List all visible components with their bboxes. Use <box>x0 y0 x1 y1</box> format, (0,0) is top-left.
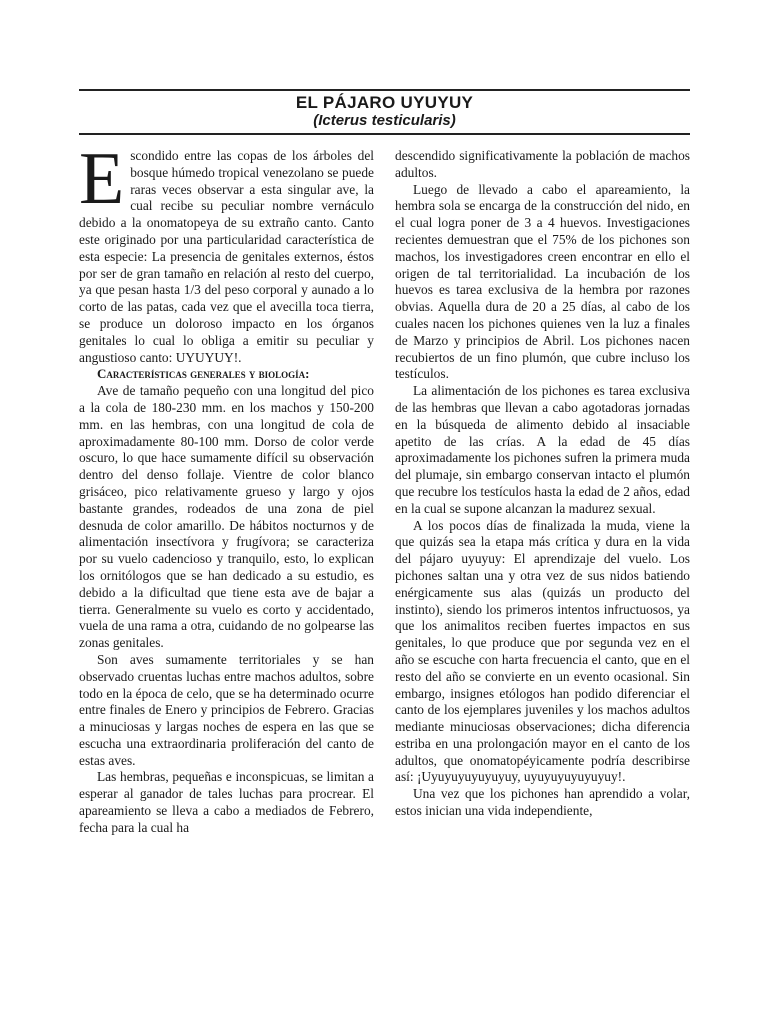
paragraph: Ave de tamaño pequeño con una longitud del pico a la cola de 180-230 mm. en los machos y 150-200 mm. en las hembras, con una longitud de cola de aproximadamente 80-100 mm. Dorso de color verde oscuro, lo que hace sumamente difícil su observación dentro del denso follaje. Vientre de color blanco grisáceo, pico relativamente grueso y largo y ojos bastante grandes, rodeados de una zona de piel desnuda de color amarillo. De hábitos nocturnos y de alimentación insectívora y frugívora; se caracteriza por su vuelo cadencioso y tranquilo, esto, lo explican los ornitólogos que se han dedicado a su estudio, es debido a la dificultad que tiene esta ave de bajar a tierra. Generalmente su vuelo es corto y accidentado, vuela de una rama a otra, cuidando de no golpearse las zonas genitales. <box>79 383 374 651</box>
title-block <box>79 89 690 135</box>
paragraph: Luego de llevado a cabo el apareamiento, la hembra sola se encarga de la construcción del nido, en el cual logra poner de 3 a 4 huevos. Investigaciones recientes demuestran que el 75% de los pichones son machos, los investigadores creen encontrar en ello el origen de tal territorialidad. La incubación de los huevos es tarea exclusiva de la hembra por razones obvias. Aquella dura de 20 a 25 días, al cabo de los cuales nacen los pichones quienes ven la luz a finales de Marzo y principios de Abril. Los pichones nacen recubiertos de un fino plumón, que cubre incluso los testículos. <box>395 181 690 382</box>
paragraph: Una vez que los pichones han aprendido a volar, estos inician una vida independiente, <box>395 786 690 819</box>
paragraph: A los pocos días de finalizada la muda, viene la que quizás sea la etapa más crítica y dura en la vida del pájaro uyuyuy: El aprendizaje del vuelo. Los pichones saltan una y otra vez de sus nidos batiendo enérgicamente sus alas (quizás un producto del instinto), siendo los primeros intentos infructuosos, ya que los animalitos reciben fuertes impactos en sus genitales, lo que produce que por segunda vez en el año se escuche con harta frecuencia el canto, que en el resto del año se convierte en un evento ocasional. Sin embargo, insignes etólogos han podido diferenciar el canto de los ejemplares juveniles y los machos adultos mediante minuciosas observaciones; dicha diferencia estriba en una prolongación mayor en el canto de los adultos, que onomatopéyicamente podría describirse así: ¡Uyuyuyuyuyuyuy, uyuyuyuyuyuyuy!. <box>395 517 690 785</box>
article-subtitle: (Icterus testicularis) <box>313 112 456 129</box>
paragraph: Son aves sumamente territoriales y se han observado cruentas luchas entre machos adultos, sobre todo en la época de celo, que se ha determinado ocurre entre finales de Enero y principios de Febrero. Gracias a minuciosas y largas noches de espera en las que se escucha una extraordinaria proliferación del canto de estas aves. <box>79 651 374 768</box>
drop-cap: E <box>79 148 125 220</box>
left-column <box>79 148 374 913</box>
intro-text: scondido entre las copas de los árboles del bosque húmedo tropical venezolano se puede raras veces observar a esta singular ave, la cual recibe su peculiar nombre vernáculo debido a la onomatopeya de su extraño canto. Canto este originado por una particularidad característica de esta especie: La presencia de genitales externos, éstos por ser de gran tamaño en relación al resto del cuerpo, ya que pesan hasta 1/3 del peso corporal y aunado a lo corto de las patas, cada vez que el avecilla toca tierra, se produce un doloroso impacto en los órganos genitales lo cual lo obliga a emitir su peculiar y angustioso canto: UYUYUY!. <box>79 148 374 365</box>
paragraph: La alimentación de los pichones es tarea exclusiva de las hembras que llevan a cabo agotadoras jornadas en la búsqueda de alimento debido al insaciable apetito de las crías. A la edad de 45 días aproximadamente los pichones sufren la primera muda del plumaje, sin embargo conservan intacto el plumón que recubre los testículos hasta la edad de 2 años, edad en la cual se supone alcanzan la madurez sexual. <box>395 383 690 516</box>
paragraph-continuation: descendido significativamente la población de machos adultos. <box>395 148 690 180</box>
paragraph: Las hembras, pequeñas e inconspicuas, se limitan a esperar al ganador de tales luchas para procrear. El apareamiento se lleva a cabo a mediados de Febrero, fecha para la cual ha <box>79 769 374 835</box>
intro-paragraph <box>79 148 374 366</box>
right-column <box>395 148 690 913</box>
section-heading: Características generales y biología: <box>97 366 310 382</box>
article-title: EL PÁJARO UYUYUY <box>295 93 474 112</box>
